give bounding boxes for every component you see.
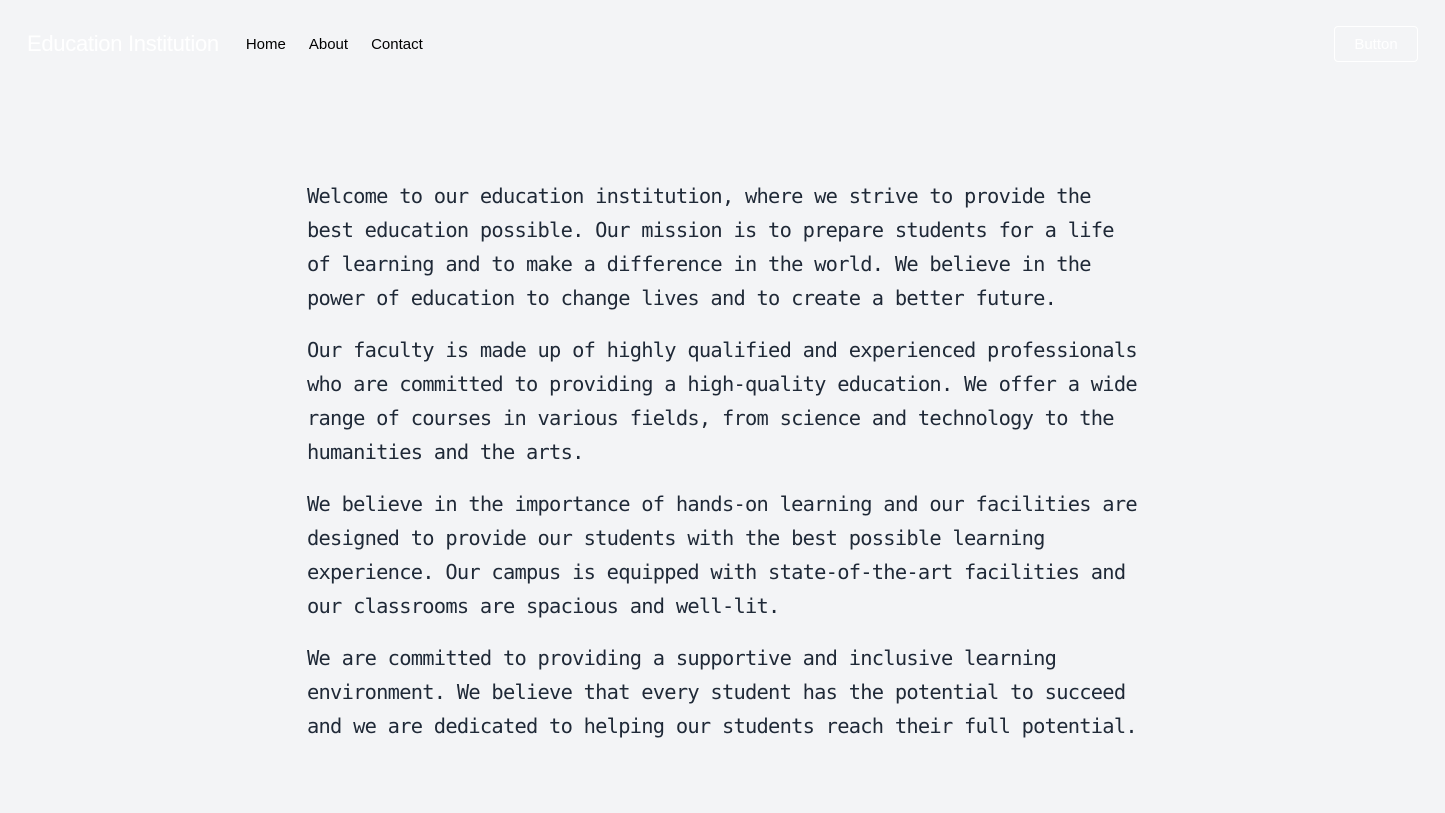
primary-nav xyxy=(246,36,446,53)
nav-link-about[interactable]: About xyxy=(308,35,349,53)
facilities-paragraph: We believe in the importance of hands-on learning and our facilities are designed to provide our students with the best possible learning experience. Our campus is equipped with state-of-the-art facilities and our classrooms are spacious and well-lit. xyxy=(307,492,1137,618)
main-content xyxy=(307,179,1147,761)
nav-link-contact[interactable]: Contact xyxy=(371,35,423,53)
top-navbar xyxy=(0,0,1445,88)
nav-link-home[interactable]: Home xyxy=(245,35,286,53)
header-button[interactable]: Button xyxy=(1334,26,1418,62)
brand-title[interactable]: Education Institution xyxy=(27,31,219,56)
environment-paragraph: We are committed to providing a supportive and inclusive learning environment. We believe that every student has the potential to succeed and we are dedicated to helping our students reach their full potential. xyxy=(307,646,1137,738)
intro-paragraph: Welcome to our education institution, where we strive to provide the best education possible. Our mission is to prepare students for a life of learning and to make a difference in the world. We believe in the power of education to change lives and to create a better future. xyxy=(307,184,1114,310)
faculty-paragraph: Our faculty is made up of highly qualified and experienced professionals who are committed to providing a high-quality education. We offer a wide range of courses in various fields, from science and technology to the humanities and the arts. xyxy=(307,338,1137,464)
